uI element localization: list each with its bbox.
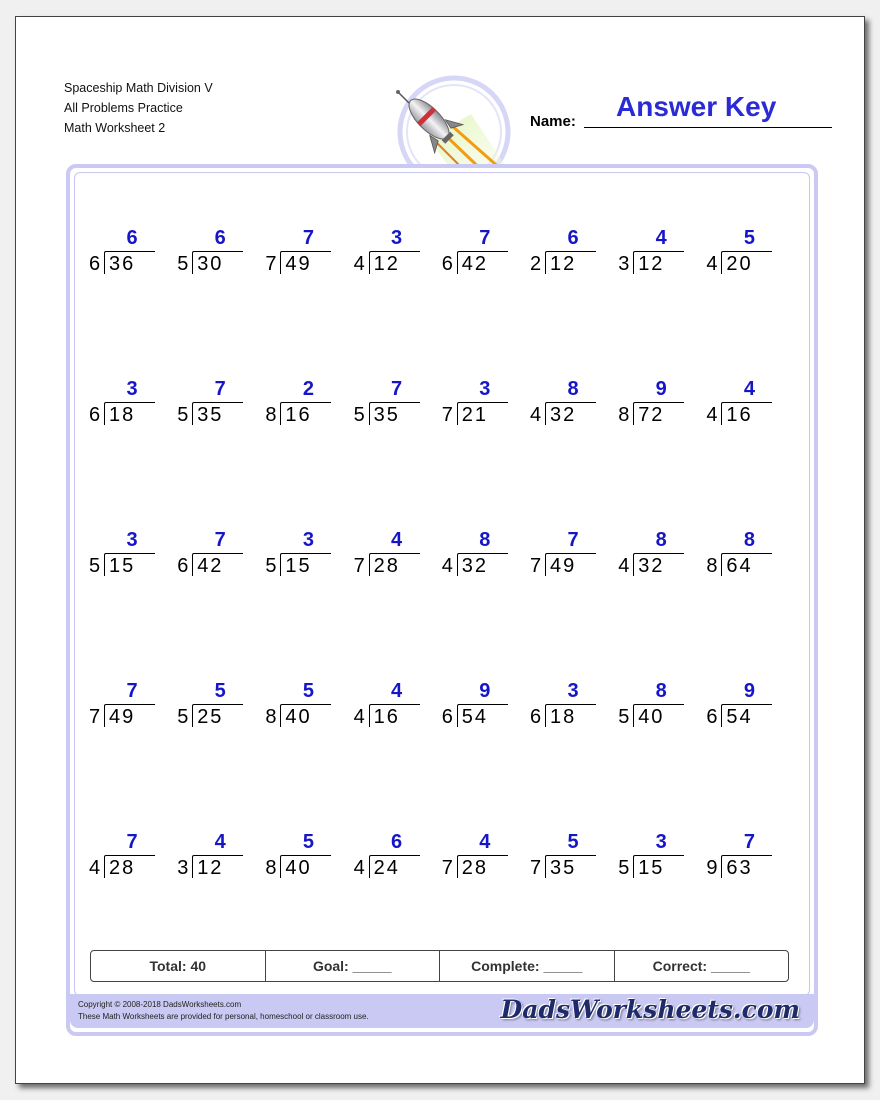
quotient-answer: 8 (655, 680, 667, 702)
divisor: 6 (177, 555, 191, 577)
quotient-answer: 5 (743, 227, 755, 249)
dividend: 12 (638, 253, 665, 275)
dividend: 63 (726, 857, 753, 879)
dividend: 15 (638, 857, 665, 879)
division-problem (618, 529, 698, 589)
dividend: 64 (726, 555, 753, 577)
quotient-answer: 5 (302, 680, 314, 702)
quotient-answer: 6 (214, 227, 226, 249)
answer-key-label: Answer Key (616, 91, 777, 122)
division-problem (89, 378, 169, 438)
divisor: 8 (265, 857, 279, 879)
dividend: 36 (109, 253, 136, 275)
division-problem (354, 680, 434, 740)
divisor: 6 (89, 253, 103, 275)
quotient-answer: 6 (126, 227, 138, 249)
division-problem (618, 227, 698, 287)
correct-cell: Correct: _____ (614, 951, 789, 981)
dividend: 42 (461, 253, 489, 275)
division-problem (354, 831, 434, 891)
division-problem (89, 227, 169, 287)
division-problem (706, 227, 786, 287)
division-problem (89, 529, 169, 589)
dividend: 40 (285, 706, 312, 728)
problems-area (74, 172, 810, 996)
dividend: 25 (197, 706, 224, 728)
dividend: 49 (285, 253, 312, 275)
dividend: 28 (461, 857, 489, 879)
dividend: 35 (550, 857, 577, 879)
division-problem (265, 831, 345, 891)
name-field-line (584, 127, 832, 128)
quotient-answer: 3 (655, 831, 667, 853)
divisor: 4 (618, 555, 632, 577)
division-problem (354, 529, 434, 589)
brand-logo: DadsWorksheets.com (500, 995, 800, 1024)
dividend: 12 (197, 857, 224, 879)
name-label: Name: (530, 113, 576, 130)
divisor: 7 (89, 706, 103, 728)
divisor: 5 (177, 253, 191, 275)
quotient-answer: 9 (655, 378, 667, 400)
divisor: 4 (706, 404, 720, 426)
quotient-answer: 8 (655, 529, 667, 551)
divisor: 4 (441, 555, 455, 577)
divisor: 8 (265, 404, 279, 426)
quotient-answer: 8 (479, 529, 491, 551)
quotient-answer: 7 (567, 529, 579, 551)
division-problem (706, 680, 786, 740)
complete-cell: Complete: _____ (439, 951, 614, 981)
divisor: 3 (177, 857, 191, 879)
divisor: 7 (353, 555, 367, 577)
divisor: 4 (89, 857, 103, 879)
quotient-answer: 4 (479, 831, 491, 853)
division-problem (265, 680, 345, 740)
quotient-answer: 7 (126, 680, 138, 702)
quotient-answer: 4 (391, 529, 403, 551)
division-problem (89, 680, 169, 740)
total-cell: Total: 40 (149, 958, 207, 974)
score-bar (90, 950, 789, 982)
quotient-answer: 4 (391, 680, 403, 702)
divisor: 6 (89, 404, 103, 426)
divisor: 6 (530, 706, 544, 728)
divisor: 6 (441, 706, 455, 728)
dividend: 24 (373, 857, 400, 879)
divisor: 5 (89, 555, 103, 577)
division-problem (442, 680, 522, 740)
divisor: 4 (530, 404, 544, 426)
dividend: 16 (373, 706, 400, 728)
divisor: 8 (265, 706, 279, 728)
divisor: 4 (353, 857, 367, 879)
divisor: 5 (265, 555, 279, 577)
quotient-answer: 4 (655, 227, 667, 249)
quotient-answer: 5 (214, 680, 226, 702)
divisor: 6 (706, 706, 720, 728)
dividend: 49 (109, 706, 136, 728)
worksheet-page (15, 16, 865, 1084)
division-problem (354, 378, 434, 438)
divisor: 8 (618, 404, 632, 426)
divisor: 4 (706, 253, 720, 275)
division-problem (530, 227, 610, 287)
quotient-answer: 7 (302, 227, 314, 249)
dividend: 49 (550, 555, 577, 577)
dividend: 12 (373, 253, 400, 275)
divisor: 7 (530, 555, 544, 577)
footer-bar (70, 994, 814, 1028)
division-problem (442, 529, 522, 589)
quotient-answer: 3 (567, 680, 579, 702)
divisor: 3 (618, 253, 632, 275)
goal-cell: Goal: _____ (265, 951, 440, 981)
division-problem (89, 831, 169, 891)
dividend: 18 (550, 706, 577, 728)
division-problem (265, 227, 345, 287)
quotient-answer: 9 (743, 680, 755, 702)
quotient-answer: 7 (391, 378, 403, 400)
quotient-answer: 3 (126, 378, 138, 400)
divisor: 7 (441, 404, 455, 426)
divisor: 9 (706, 857, 720, 879)
dividend: 40 (285, 857, 312, 879)
dividend: 32 (550, 404, 577, 426)
dividend: 42 (197, 555, 224, 577)
dividend: 16 (726, 404, 753, 426)
division-problem (177, 831, 257, 891)
quotient-answer: 5 (567, 831, 579, 853)
division-problem (530, 378, 610, 438)
quotient-answer: 9 (479, 680, 491, 702)
division-problem (706, 378, 786, 438)
division-problem (530, 529, 610, 589)
quotient-answer: 3 (479, 378, 491, 400)
divisor: 5 (177, 706, 191, 728)
division-problem (177, 227, 257, 287)
quotient-answer: 3 (302, 529, 314, 551)
worksheet-title (64, 78, 213, 138)
divisor: 7 (530, 857, 544, 879)
division-problem (177, 529, 257, 589)
divisor: 5 (618, 706, 632, 728)
quotient-answer: 7 (479, 227, 491, 249)
copyright-line: Copyright © 2008-2018 DadsWorksheets.com (78, 1000, 242, 1009)
quotient-answer: 7 (126, 831, 138, 853)
division-problem (530, 680, 610, 740)
quotient-answer: 5 (302, 831, 314, 853)
dividend: 30 (197, 253, 224, 275)
title-line: Spaceship Math Division V (64, 81, 213, 95)
division-problem (265, 529, 345, 589)
copyright-text (78, 999, 369, 1023)
divisor: 4 (353, 253, 367, 275)
dividend: 12 (550, 253, 577, 275)
division-problem (530, 831, 610, 891)
problems-frame (66, 164, 818, 1036)
division-problem (618, 378, 698, 438)
dividend: 21 (461, 404, 489, 426)
dividend: 28 (373, 555, 400, 577)
quotient-answer: 2 (302, 378, 314, 400)
usage-notice: These Math Worksheets are provided for personal, homeschool or classroom use. (78, 1012, 369, 1021)
dividend: 54 (726, 706, 753, 728)
division-problem (618, 831, 698, 891)
divisor: 4 (353, 706, 367, 728)
quotient-answer: 4 (743, 378, 755, 400)
quotient-answer: 8 (567, 378, 579, 400)
dividend: 15 (285, 555, 312, 577)
division-problem (706, 831, 786, 891)
dividend: 32 (461, 555, 489, 577)
dividend: 20 (726, 253, 753, 275)
division-problem (177, 680, 257, 740)
divisor: 7 (441, 857, 455, 879)
dividend: 16 (285, 404, 312, 426)
quotient-answer: 7 (743, 831, 755, 853)
division-problem (618, 680, 698, 740)
division-problem (442, 378, 522, 438)
dividend: 35 (197, 404, 224, 426)
dividend: 35 (373, 404, 400, 426)
quotient-answer: 7 (214, 529, 226, 551)
title-line: Math Worksheet 2 (64, 121, 166, 135)
quotient-answer: 3 (126, 529, 138, 551)
dividend: 54 (461, 706, 489, 728)
divisor: 7 (265, 253, 279, 275)
divisor: 6 (441, 253, 455, 275)
dividend: 15 (109, 555, 136, 577)
dividend: 32 (638, 555, 665, 577)
divisor: 5 (177, 404, 191, 426)
division-problem (265, 378, 345, 438)
divisor: 5 (618, 857, 632, 879)
quotient-answer: 3 (391, 227, 403, 249)
division-problem (706, 529, 786, 589)
dividend: 40 (638, 706, 665, 728)
division-problem (177, 378, 257, 438)
division-problem (354, 227, 434, 287)
quotient-answer: 6 (391, 831, 403, 853)
divisor: 5 (353, 404, 367, 426)
dividend: 72 (638, 404, 665, 426)
division-problem (442, 831, 522, 891)
dividend: 18 (109, 404, 136, 426)
quotient-answer: 8 (743, 529, 755, 551)
quotient-answer: 6 (567, 227, 579, 249)
quotient-answer: 4 (214, 831, 226, 853)
divisor: 2 (530, 253, 544, 275)
quotient-answer: 7 (214, 378, 226, 400)
title-line: All Problems Practice (64, 101, 183, 115)
divisor: 8 (706, 555, 720, 577)
division-problem (442, 227, 522, 287)
dividend: 28 (109, 857, 136, 879)
